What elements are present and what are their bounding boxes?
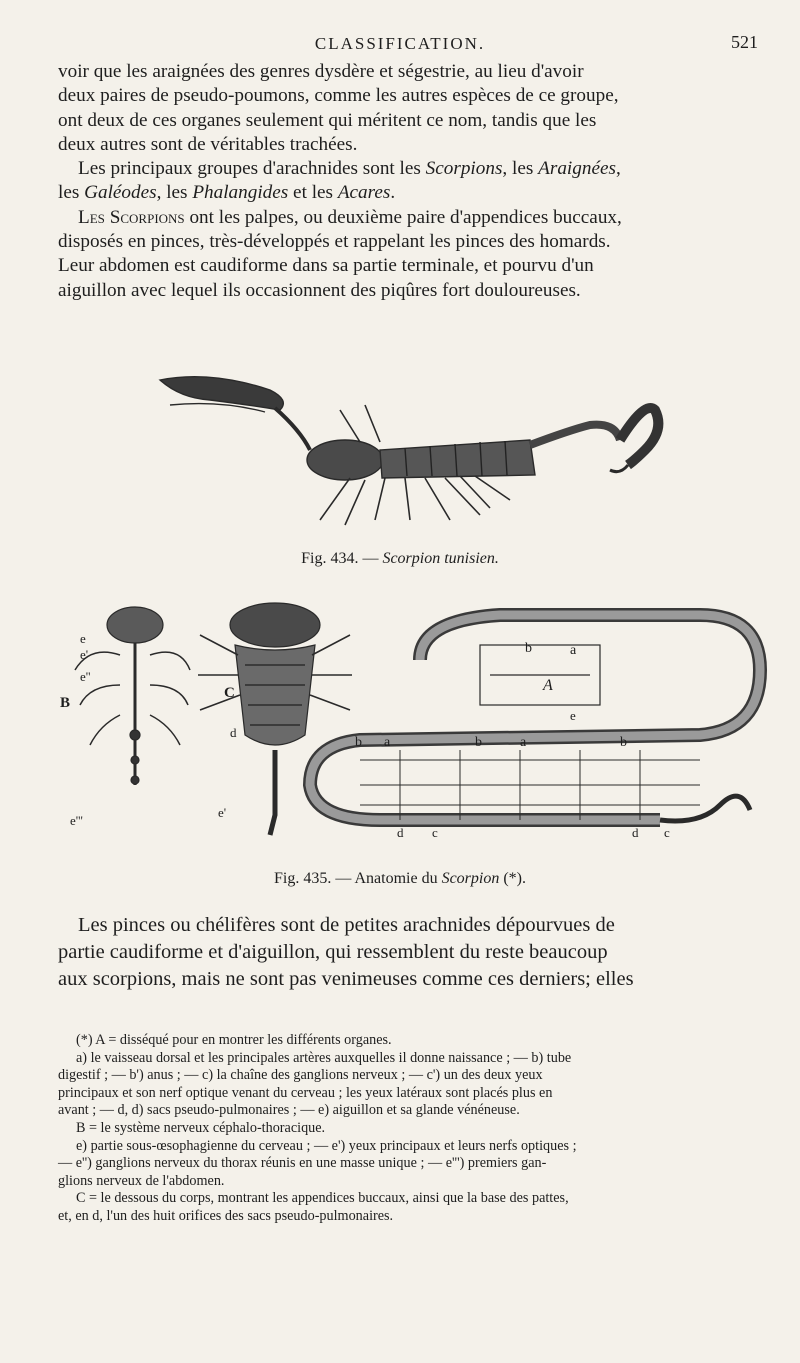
- text-span: —: [331, 870, 355, 887]
- label-b-low: b: [355, 735, 362, 750]
- label-b-low3: b: [620, 735, 627, 750]
- figure-435-caption: [0, 870, 800, 888]
- figure-434-caption: [0, 550, 800, 568]
- paragraph-scorpions: [58, 206, 784, 230]
- label-d: d: [230, 725, 237, 740]
- label-A: A: [543, 677, 553, 694]
- text-span: .: [390, 182, 396, 204]
- text-span: les: [58, 182, 85, 204]
- label-d-bottom: d: [397, 825, 404, 840]
- page-number: 521: [731, 32, 758, 52]
- text-span: et les: [288, 182, 338, 204]
- footnote-line: glions nerveux de l'abdomen.: [58, 1172, 225, 1189]
- text-span: , les: [502, 158, 539, 180]
- label-d-bottom2: d: [632, 825, 639, 840]
- footnote-line: a) le vaisseau dorsal et les principales artères auxquelles il donne naissance ; — b) tube: [76, 1049, 572, 1066]
- text-line: partie caudiforme et d'aiguillon, qui ressemblent du reste beaucoup: [58, 941, 608, 963]
- running-title: CLASSIFICATION.: [314, 34, 486, 53]
- label-b-top: b: [525, 641, 532, 656]
- text-span: (*).: [499, 870, 526, 887]
- footnote-line: (*) A = disséqué pour en montrer les différents organes.: [76, 1032, 392, 1048]
- body-text-bottom: [58, 912, 784, 993]
- text-line: deux autres sont de véritables trachées.: [58, 133, 358, 155]
- figure-title-italic: Scorpion: [441, 870, 500, 887]
- footnote-line: C = le dessous du corps, montrant les appendices buccaux, ainsi que la base des pattes,: [76, 1190, 569, 1207]
- label-e-double: e'': [80, 669, 91, 684]
- label-c-bottom2: c: [664, 825, 670, 840]
- footnote-line: principaux et son nerf optique venant du cerveau ; les yeux latéraux sont placés plus en: [58, 1084, 553, 1101]
- footnote-line: e) partie sous-œsophagienne du cerveau ; — e') yeux principaux et leurs nerfs optiques ;: [76, 1137, 577, 1154]
- label-e-mid: e: [570, 708, 576, 723]
- figure-label: Fig. 434.: [301, 550, 359, 567]
- footnote-line: avant ; — d, d) sacs pseudo-pulmonaires ; — e) aiguillon et sa glande vénéneuse.: [58, 1102, 520, 1119]
- term-scorpions: Scorpions: [425, 158, 503, 180]
- label-a-low2: a: [520, 735, 527, 750]
- term-araignees: Araignées: [538, 158, 616, 180]
- term-scorpions-smallcaps: Les Scorpions: [78, 206, 185, 228]
- figure-label: Fig. 435.: [274, 870, 332, 887]
- figure-title: Scorpion tunisien.: [382, 550, 499, 567]
- text-span: —: [358, 550, 383, 567]
- text-span: , les: [156, 182, 193, 204]
- text-span: ont les palpes, ou deuxième paire d'appendices buccaux,: [184, 206, 622, 228]
- footnote-line: et, en d, l'un des huit orifices des sacs pseudo-pulmonaires.: [58, 1207, 394, 1224]
- label-C: C: [224, 685, 235, 701]
- text-line: disposés en pinces, très-développés et rappelant les pinces des homards.: [58, 231, 611, 253]
- footnotes: [58, 1032, 784, 1226]
- footnote-line: digestif ; — b') anus ; — c) la chaîne des ganglions nerveux ; — c') un des deux yeux: [58, 1067, 543, 1084]
- text-span: ,: [615, 158, 621, 180]
- label-e-prime: e': [80, 647, 89, 662]
- anatomy-drawing: [60, 585, 780, 855]
- label-e-triple: e''': [70, 813, 83, 828]
- paragraph-arachnid-groups: [58, 157, 784, 181]
- term-acares: Acares: [337, 182, 391, 204]
- text-line: deux paires de pseudo-poumons, comme les autres espèces de ce groupe,: [58, 85, 619, 107]
- label-e-c: e': [218, 805, 227, 820]
- label-b-low2: b: [475, 735, 482, 750]
- text-span: Les principaux groupes d'arachnides sont les: [78, 158, 426, 180]
- footnote-line: B = le système nerveux céphalo-thoracique.: [76, 1119, 326, 1136]
- text-line: ont deux de ces organes seulement qui méritent ce nom, tandis que les: [58, 109, 597, 131]
- term-phalangides: Phalangides: [192, 182, 289, 204]
- label-B: B: [60, 695, 71, 711]
- text-span: Anatomie du: [354, 870, 442, 887]
- label-c-bottom: c: [432, 825, 438, 840]
- label-a-top: a: [570, 643, 577, 658]
- body-text-top: [58, 60, 784, 303]
- text-line: aux scorpions, mais ne sont pas venimeuses comme ces derniers; elles: [58, 968, 634, 990]
- text-line: Les pinces ou chélifères sont de petites arachnides dépourvues de: [78, 914, 615, 936]
- label-e: e: [80, 631, 86, 646]
- label-a-low: a: [384, 735, 391, 750]
- text-line: [58, 181, 784, 205]
- figure-435-anatomy-diagram: [60, 585, 780, 855]
- figure-434-scorpion-illustration: [150, 370, 670, 530]
- footnote-line: — e'') ganglions nerveux du thorax réunis en une masse unique ; — e''') premiers gan-: [58, 1155, 547, 1172]
- text-line: aiguillon avec lequel ils occasionnent des piqûres fort douloureuses.: [58, 279, 581, 301]
- text-line: voir que les araignées des genres dysdère et ségestrie, au lieu d'avoir: [58, 61, 584, 82]
- text-line: Leur abdomen est caudiforme dans sa partie terminale, et pourvu d'un: [58, 255, 594, 277]
- term-galeodes: Galéodes: [84, 182, 157, 204]
